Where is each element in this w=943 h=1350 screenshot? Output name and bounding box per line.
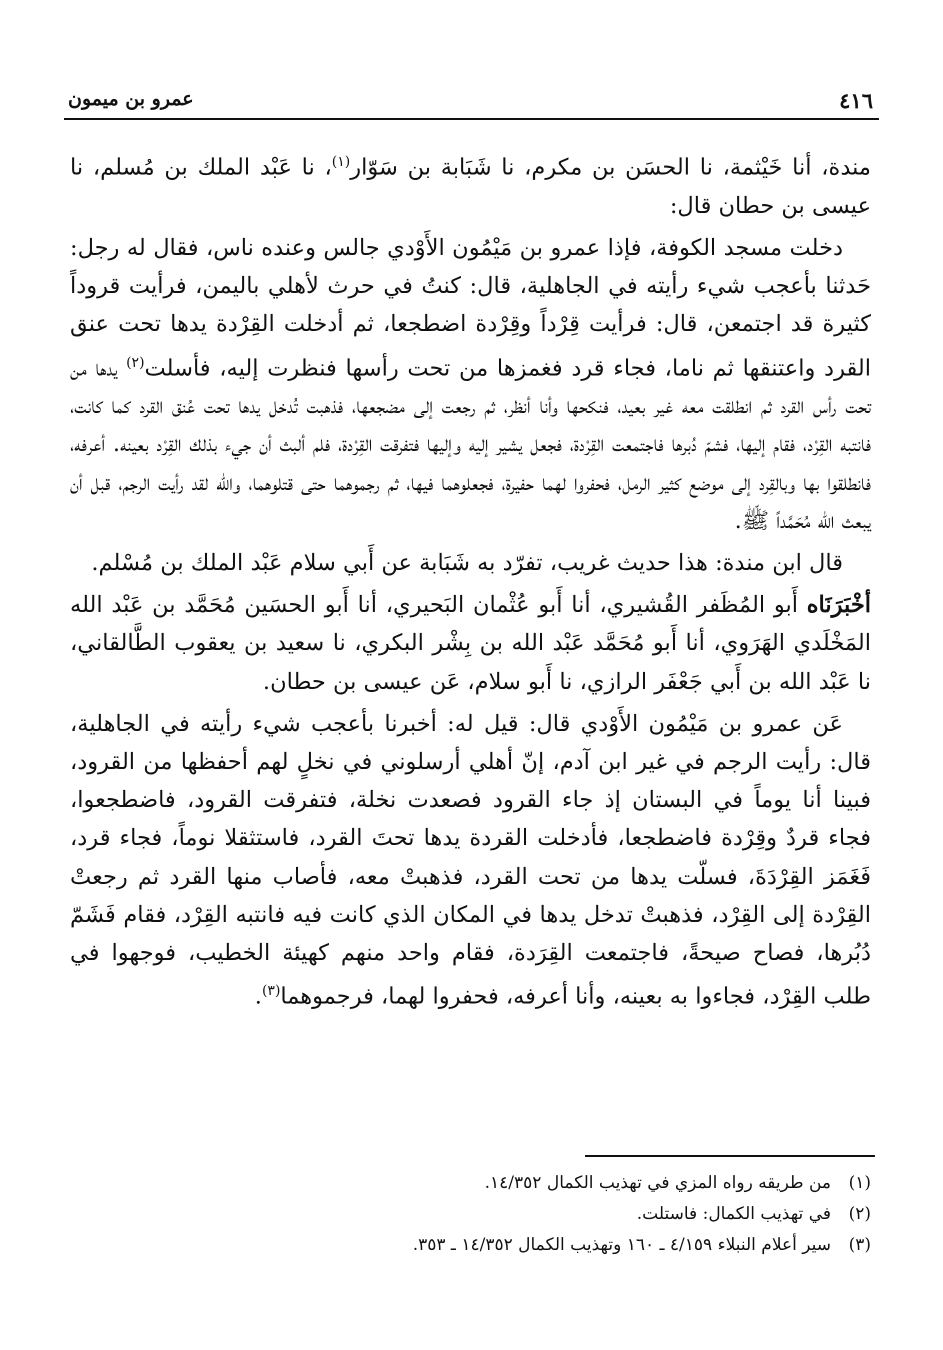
paragraph-4	[70, 586, 871, 701]
paragraph-text: عَن عمرو بن مَيْمُون الأَوْدي قال: قيل له: أخبرنا بأعجب شيء رأيته في الجاهلية، قال: رأيت الرجم في غير ابن آدم، إنّ أهلي أرسلوني في نخلٍ لهم أحفظها من القرود، فبينا أنا يوماً في البستان إذ جاء القرود فصعدت نخلة، فتفرقت القرود، فاضطجعوا، فجاء قردٌ وقِرْدة فاضطجعا، فأدخلت القردة يدها تحتَ القرد، فاستثقلا نوماً، فجاء قرد، فَغَمَز القِرْدَةَ، فسلّت يدها من تحت القرد، فذهبتْ معه، فأصاب منها القرد ثم رجعتْ القِرْدة إلى القِرْد، فذهبتْ تدخل يدها في المكان الذي كانت فيه فانتبه القِرْد، فقام فَشَمّ دُبُرها، فصاح صيحةً، فاجتمعت القِرَدة، فقام واحد منهم كهيئة الخطيب، فوجهوا في طلب القِرْد، فجاءوا به بعينه، وأنا أعرفه، فحفروا لهما، فرجموهما	[70, 710, 871, 1010]
footnote-3	[70, 1230, 871, 1261]
footnote-number: (٢)	[848, 1204, 871, 1224]
paragraph-2	[70, 229, 871, 540]
paragraph-text: أَبو المُظَفر القُشيري، أنا أَبو عُثْمان البَحيري، أنا أَبو الحسَين مُحَمَّد بن عَبْد الله المَخْلَدي الهَرَوي، أنا أَبو مُحَمَّد عَبْد الله بن بِشْر البكري، نا سعيد بن يعقوب الطَّالقاني، نا عَبْد الله بن أَبي جَعْفَر الرازي، نا أَبو سلام، عَن عيسى بن حطان.	[70, 592, 871, 695]
footnote-number: (٣)	[848, 1235, 871, 1255]
footnotes	[70, 1168, 871, 1261]
paragraph-text: دخلت مسجد الكوفة، فإذا عمرو بن مَيْمُون الأَوْدي جالس وعنده ناس، فقال له رجل: حَدثنا بأعجب شيء رأيته في الجاهلية، قال: كنتُ في حرث لأهلي باليمن، فرأيت قروداً كثيرة قد اجتمعن، قال: فرأيت قِرْداً وقِرْدة اضطجعا، ثم أدخلت القِرْدة يدها تحت عنق القرد واعتنقها ثم ناما، فجاء قرد فغمزها من تحت رأسها فنظرت إليه، فأسلت	[70, 234, 871, 382]
footnote-text: من طريقه رواه المزي في تهذيب الكمال ١٤/٣٥٢.	[484, 1173, 831, 1193]
running-title: عمرو بن ميمون	[68, 88, 194, 110]
footnote-number: (١)	[848, 1173, 871, 1193]
paragraph-text: قال ابن مندة: هذا حديث غريب، تفرّد به شَبَابة عن أَبي سلام عَبْد الملك بن مُسْلم.	[91, 550, 843, 577]
header-divider	[64, 118, 879, 120]
footnote-reference: (٢)	[126, 354, 145, 371]
footnote-text: سير أعلام النبلاء ٤/١٥٩ ـ ١٦٠ وتهذيب الكمال ١٤/٣٥٢ ـ ٣٥٣.	[412, 1235, 831, 1255]
page-header	[68, 88, 873, 118]
footnote-divider	[585, 1155, 875, 1157]
paragraph-text-continued: يدها من تحت رأس القرد ثم انطلقت معه غير بعيد، فنكحها وأنا أنظر، ثم رجعت إلى مضجعها، فذهبت تُدخل يدها تحت عُنق القرد كما كانت، فانتبه القِرْد، فقام إليها، فشمّ دُبرها فاجتمعت القِرْدة، فجعل يشير إليه وإليها فتفرقت القِرْدة، فلم ألبث أن جيء بذلك القِرْد بعينه. أعرفه، فانطلقوا بها وبالقِرد إلى موضع كثير الرمل، فحفروا لهما حفيرة، فجعلوهما فيها، ثم رجموهما حتى قتلوهما، والله لقد رأيت الرجم، قبل أن يبعث الله مُحَمَّداً ﷺ.	[70, 355, 871, 534]
footnote-2	[70, 1199, 871, 1230]
footnote-1	[70, 1168, 871, 1199]
paragraph-text: مندة، أنا خَيْثمة، نا الحسَن بن مكرم، نا شَبَابة بن سَوّار	[350, 154, 871, 181]
isnad-lead-word: أخْبَرَنَاه	[806, 592, 871, 619]
footnote-reference: (١)	[331, 154, 351, 170]
paragraph-text-continued: .	[254, 983, 262, 1010]
page-number: ٤١٦	[839, 88, 873, 113]
paragraph-5	[70, 705, 871, 1016]
main-text	[70, 143, 871, 1020]
footnote-reference: (٣)	[261, 983, 281, 1000]
footnote-text: في تهذيب الكمال: فاستلت.	[636, 1204, 831, 1224]
paragraph-1	[70, 143, 871, 225]
paragraph-3	[70, 544, 871, 582]
paragraph-text-continued: ، نا عَبْد الملك بن مُسلم، نا عيسى بن حطان قال:	[70, 154, 871, 219]
